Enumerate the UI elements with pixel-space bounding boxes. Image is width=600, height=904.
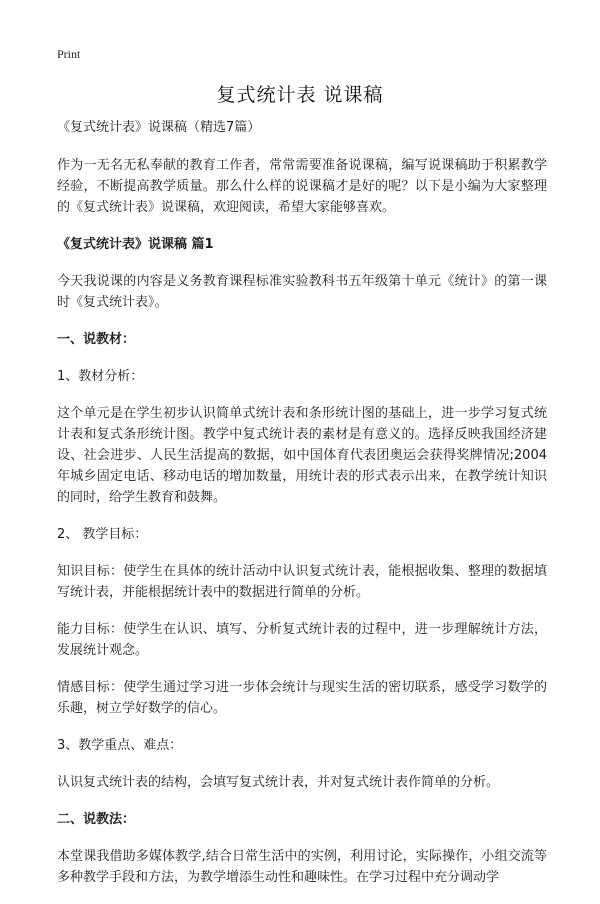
part-heading-textbook: 一、说教材： [57, 332, 136, 347]
methods-paragraph: 本堂课我借助多媒体教学,结合日常生活中的实例，利用讨论，实际操作，小组交流等多种教学手段和方法，为教学增添生动性和趣味性。在学习过程中充分调动学 [57, 849, 547, 885]
section1-intro-paragraph: 今天我说课的内容是义务教育课程标准实验教科书五年级第十单元《统计》的第一课时《复式统计表》。 [57, 274, 547, 310]
section-heading-1: 《复式统计表》说课稿 篇1 [57, 237, 214, 252]
item-label-analysis: 1、教材分析： [57, 369, 144, 384]
goal-ability-paragraph: 能力目标：使学生在认识、填写、分析复式统计表的过程中，进一步理解统计方法，发展统计观念。 [57, 622, 547, 658]
goal-emotion-paragraph: 情感目标：使学生通过学习进一步体会统计与现实生活的密切联系，感受学习数学的乐趣，树立学好数学的信心。 [57, 680, 547, 716]
document-body [57, 117, 547, 904]
analysis-paragraph: 这个单元是在学生初步认识简单式统计表和条形统计图的基础上，进一步学习复式统计表和复式条形统计图。教学中复式统计表的素材是有意义的。选择反映我国经济建设、社会进步、人民生活提高的数据，如中国体育代表团奥运会获得奖牌情况;2004年城乡固定电话、移动电话的增加数量，用统计表的形式表示出来，在教学统计知识的同时，给学生教育和鼓舞。 [57, 406, 547, 505]
document-title: 复式统计表 说课稿 [216, 84, 384, 106]
intro-paragraph: 作为一无名无私奉献的教育工作者，常常需要准备说课稿，编写说课稿助于积累教学经验，不断提高教学质量。那么什么样的说课稿才是好的呢？以下是小编为大家整理的《复式统计表》说课稿，欢迎阅读，希望大家能够喜欢。 [57, 158, 547, 215]
document-subtitle: 《复式统计表》说课稿（精选7篇） [57, 120, 261, 135]
print-label: Print [57, 47, 81, 61]
keypoints-paragraph: 认识复式统计表的结构，会填写复式统计表，并对复式统计表作简单的分析。 [57, 775, 500, 790]
part-heading-methods: 二、说教法： [57, 812, 136, 827]
item-label-goals: 2、 教学目标： [57, 527, 148, 542]
goal-knowledge-paragraph: 知识目标：使学生在具体的统计活动中认识复式统计表，能根据收集、整理的数据填写统计表，并能根据统计表中的数据进行简单的分析。 [57, 564, 547, 600]
item-label-keypoints: 3、教学重点、难点： [57, 738, 183, 753]
